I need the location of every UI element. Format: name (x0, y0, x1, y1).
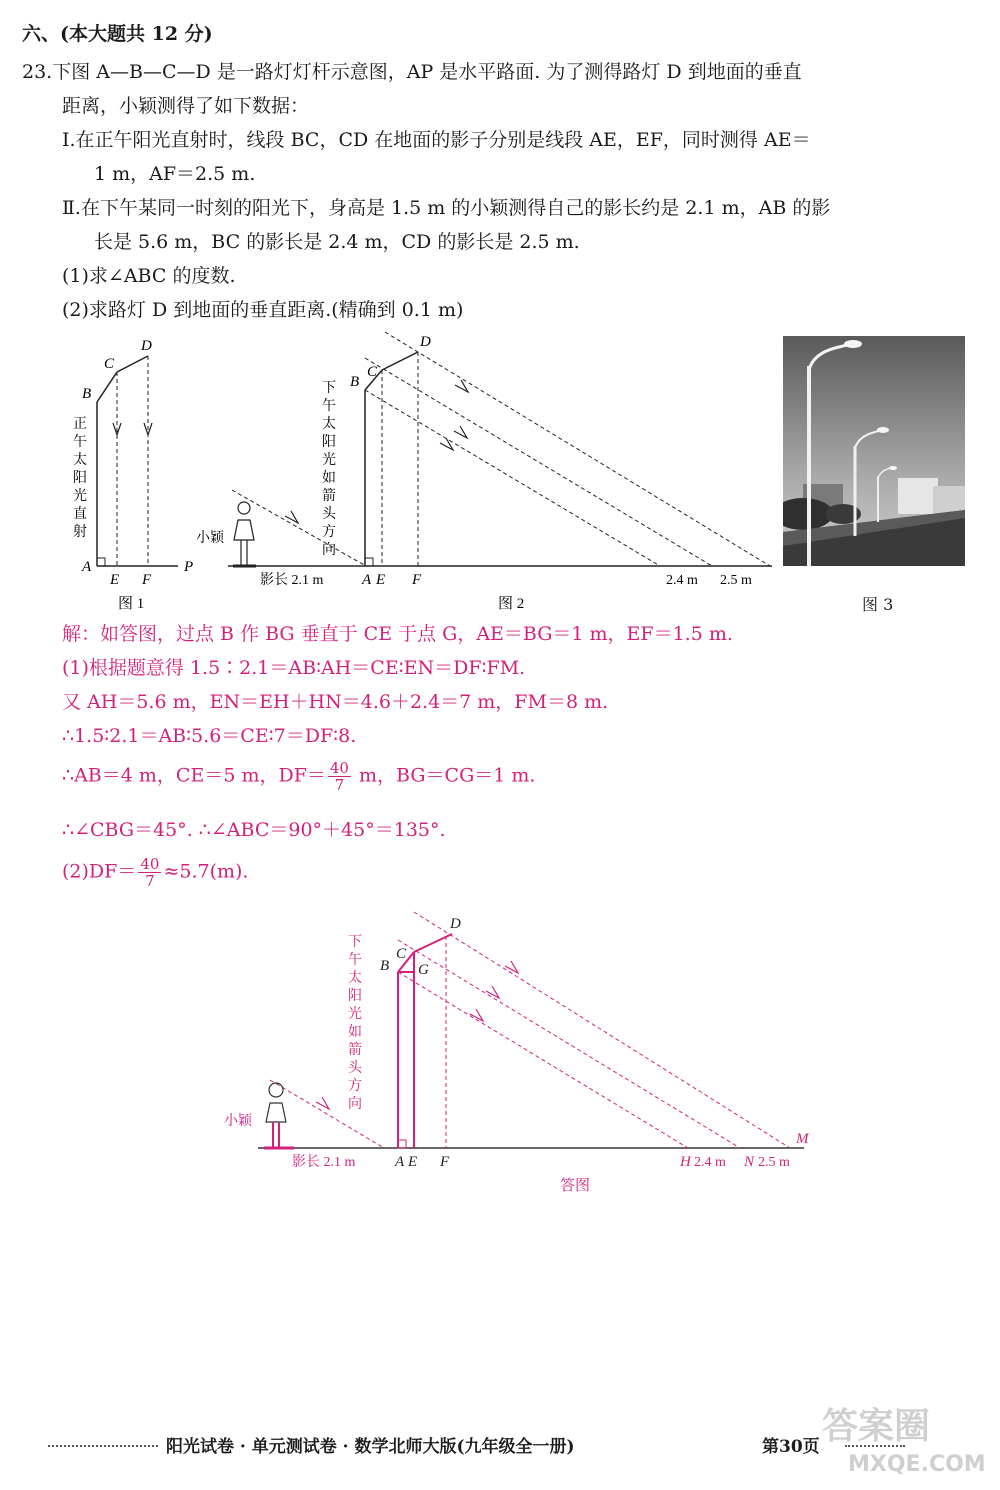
ans-person-label: 小颖 (224, 1114, 252, 1129)
svg-text:向: 向 (322, 543, 336, 558)
ans-label-c: C (396, 946, 407, 962)
fig3-streetlight-photo (783, 336, 965, 566)
fig2-shadow-label: 影长 2.1 m (260, 573, 324, 588)
answer-line-5: ∴∠CBG＝45°. ∴∠ABC＝90°＋45°＝135°. (62, 819, 446, 841)
fig1-label-c: C (104, 356, 115, 372)
fig1-label-d: D (141, 338, 152, 354)
answer-line-1: (1)根据题意得 1.5∶2.1＝AB∶AH＝CE∶EN＝DF∶FM. (62, 657, 526, 679)
svg-text:箭: 箭 (348, 1043, 362, 1058)
condition-1-line1: Ⅰ.在正午阳光直射时，线段 BC，CD 在地面的影子分别是线段 AE，EF，同时测得 AE＝ (62, 129, 811, 151)
svg-text:箭: 箭 (322, 489, 336, 504)
svg-text:午: 午 (73, 435, 87, 450)
answer-line-6-text-a: (2)DF＝ (62, 860, 137, 883)
svg-text:正: 正 (73, 417, 87, 432)
ans-length-2-5: 2.5 m (758, 1155, 790, 1170)
svg-text:光: 光 (322, 453, 336, 468)
ans-label-f: F (440, 1154, 450, 1170)
answer-intro: 解：如答图，过点 B 作 BG 垂直于 CE 于点 G，AE＝BG＝1 m，EF＝1.5 m. (62, 623, 733, 645)
ans-label-a: A (395, 1154, 405, 1170)
ans-sun-ray-person (270, 1080, 384, 1148)
question-stem-line1: 23.下图 A—B—C—D 是一路灯灯杆示意图，AP 是水平路面. 为了测得路灯 D 到地面的垂直 (22, 61, 802, 83)
ans-label-e: E (408, 1154, 418, 1170)
fig1-label-e: E (110, 572, 120, 588)
fig1-sun-text (73, 416, 87, 540)
fig1-label-b: B (82, 386, 92, 402)
fig2-caption: 图 2 (498, 596, 525, 612)
answer-fraction (328, 760, 351, 793)
ans-arrow-2 (486, 986, 499, 998)
ans-arrow-4 (316, 1097, 329, 1109)
fig2-sun-ray-d (385, 332, 770, 566)
figure-1 (73, 338, 193, 612)
svg-text:头: 头 (322, 507, 336, 522)
fig1-right-angle (97, 558, 105, 566)
svg-text:阳: 阳 (322, 435, 336, 450)
svg-text:如: 如 (348, 1025, 362, 1040)
fraction-2-numerator: 40 (140, 855, 160, 873)
ans-shadow-label: 影长 2.1 m (292, 1155, 356, 1170)
ans-person-figure (264, 1083, 294, 1148)
fig2-sun-ray-b (365, 390, 660, 566)
svg-text:太: 太 (322, 417, 336, 432)
svg-text:射: 射 (73, 525, 87, 540)
question-part-1: (1)求∠ABC 的度数. (62, 265, 236, 287)
fig2-label-b: B (350, 374, 360, 390)
question-part-2: (2)求路灯 D 到地面的垂直距离.(精确到 0.1 m) (62, 299, 464, 321)
fig1-caption: 图 1 (118, 596, 145, 612)
fig2-label-a: A (362, 572, 372, 588)
answer-line-3: ∴1.5∶2.1＝AB∶5.6＝CE∶7＝DF∶8. (62, 725, 357, 747)
fig2-segment-cd (382, 352, 418, 370)
fig1-segment-cd (117, 356, 148, 372)
watermark-logo: 答案圈 (822, 1406, 931, 1447)
svg-text:方: 方 (322, 525, 336, 540)
watermark-url: MXQE.COM (848, 1452, 986, 1477)
footer-title: 阳光试卷 · 单元测试卷 · 数学北师大版(九年级全一册) (166, 1437, 575, 1457)
fig2-arrow-1 (455, 380, 468, 392)
fig3-photo-drawing (783, 336, 965, 566)
answer-line-4 (62, 760, 535, 793)
svg-text:午: 午 (348, 953, 362, 968)
footer-dots-left (48, 1445, 158, 1447)
fig2-label-f: F (412, 572, 422, 588)
figure-2 (196, 332, 772, 612)
fig2-label-e: E (376, 572, 386, 588)
svg-text:光: 光 (73, 489, 87, 504)
footer-page-number: 第30页 (762, 1437, 820, 1457)
answer-fraction-2 (138, 856, 161, 889)
question-stem-line2: 距离，小颖测得了如下数据： (62, 95, 310, 117)
condition-2-line1: Ⅱ.在下午某同一时刻的阳光下，身高是 1.5 m 的小颖测得自己的影长约是 2.1 m，AB 的影 (62, 197, 831, 219)
fig1-segment-bc (97, 372, 117, 402)
fig2-person-label: 小颖 (196, 531, 224, 546)
fig2-label-c: C (367, 364, 378, 380)
section-title: 六、(本大题共 12 分) (22, 23, 213, 45)
fig1-label-a: A (82, 559, 92, 575)
svg-text:太: 太 (348, 971, 362, 986)
svg-text:头: 头 (348, 1061, 362, 1076)
svg-text:阳: 阳 (348, 989, 362, 1004)
fig2-sun-text (322, 380, 337, 558)
fig2-arrow-2 (454, 426, 467, 438)
fig2-length-2-5: 2.5 m (720, 573, 752, 588)
fig3-caption: 图 3 (862, 595, 894, 614)
figures-1-2 (0, 328, 780, 618)
fig2-label-d: D (420, 334, 431, 350)
fig2-right-angle (365, 558, 373, 566)
svg-text:下: 下 (322, 381, 336, 396)
ans-sun-ray-c (398, 940, 740, 1148)
fig2-sun-ray-c (365, 358, 712, 566)
fraction-denominator: 7 (334, 776, 345, 794)
svg-text:下: 下 (348, 935, 362, 950)
ans-label-n: N (744, 1154, 755, 1170)
svg-text:阳: 阳 (73, 471, 87, 486)
fig1-label-f: F (142, 572, 152, 588)
svg-text:向: 向 (348, 1097, 362, 1112)
svg-text:太: 太 (73, 453, 87, 468)
svg-text:如: 如 (322, 471, 336, 486)
ans-sun-ray-b (398, 972, 688, 1148)
ans-length-2-4: 2.4 m (694, 1155, 726, 1170)
fraction-2-denominator: 7 (145, 872, 155, 890)
ans-label-h: H (680, 1154, 691, 1170)
answer-figure (200, 900, 840, 1200)
ans-arrow-1 (505, 961, 518, 973)
answer-line-6 (62, 856, 248, 889)
answer-line-4-text-a: ∴AB＝4 m，CE＝5 m，DF＝ (62, 764, 326, 787)
condition-1-line2: 1 m，AF＝2.5 m. (94, 163, 256, 185)
svg-text:光: 光 (348, 1007, 362, 1022)
answer-line-6-text-b: ≈5.7(m). (163, 860, 249, 883)
fig2-arrow-3 (440, 438, 453, 450)
svg-text:方: 方 (348, 1079, 362, 1094)
condition-2-line2: 长是 5.6 m，BC 的影长是 2.4 m，CD 的影长是 2.5 m. (94, 231, 580, 253)
ans-label-d: D (450, 916, 461, 932)
answer-line-2: 又 AH＝5.6 m，EN＝EH＋HN＝4.6＋2.4＝7 m，FM＝8 m. (62, 691, 609, 713)
ans-label-m: M (796, 1131, 809, 1147)
answer-figure-caption: 答图 (560, 1178, 591, 1194)
svg-text:午: 午 (322, 399, 336, 414)
fig2-person-figure (233, 502, 256, 566)
fraction-numerator: 40 (329, 759, 349, 777)
svg-text:直: 直 (73, 507, 87, 522)
ans-sun-ray-d (414, 912, 790, 1148)
answer-line-4-text-b: m，BG＝CG＝1 m. (352, 764, 536, 787)
ans-right-angle (398, 1140, 406, 1148)
ans-sun-text (348, 934, 363, 1112)
ans-label-g: G (418, 962, 429, 978)
fig2-length-2-4: 2.4 m (666, 573, 698, 588)
fig1-label-p: P (184, 559, 194, 575)
ans-label-b: B (380, 958, 390, 974)
